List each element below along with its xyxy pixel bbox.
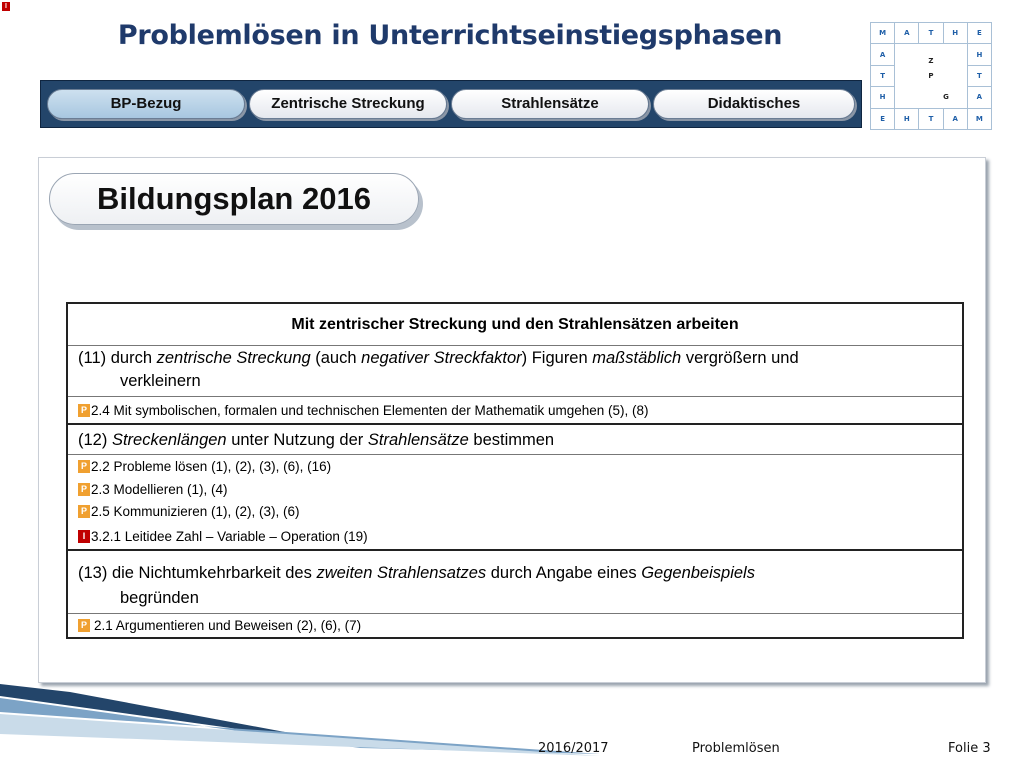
process-badge-icon: P: [78, 619, 90, 632]
logo-cell: T: [967, 65, 991, 86]
tab-strahlensaetze[interactable]: Strahlensätze: [451, 89, 649, 119]
tab-zentrische-streckung[interactable]: Zentrische Streckung: [249, 89, 447, 119]
mathe-logo: [870, 22, 992, 130]
logo-cell: P: [928, 71, 934, 80]
logo-cell: A: [967, 87, 991, 108]
logo-cell: H: [943, 23, 967, 44]
list-item: P 2.5 Kommunizieren (1), (2), (3), (6): [68, 500, 962, 523]
logo-cell: H: [967, 44, 991, 65]
footer-decoration: [0, 684, 620, 768]
logo-cell: A: [943, 108, 967, 129]
logo-cell: E: [871, 108, 895, 129]
logo-cell: H: [895, 108, 919, 129]
logo-cell: H: [871, 87, 895, 108]
nav-bar: [40, 80, 862, 128]
standard-12: (12) Streckenlängen unter Nutzung der Strahlensätze bestimmen: [68, 425, 962, 455]
list-item: P 2.3 Modellieren (1), (4): [68, 478, 962, 500]
logo-cell: T: [919, 108, 943, 129]
process-badge-icon: P: [78, 404, 90, 417]
footer-slide-number: Folie 3: [948, 741, 991, 756]
footer-wedge-pale: [0, 714, 600, 756]
logo-cell: Z: [928, 57, 934, 66]
tab-bp-bezug[interactable]: BP-Bezug: [47, 89, 245, 119]
slide-title: Problemlösen in Unterrichtseinstiegsphasen: [117, 20, 783, 51]
content-badge-icon: I: [78, 530, 90, 543]
logo-cell: A: [871, 44, 895, 65]
corner-badge: I: [2, 2, 10, 11]
list-item: P 2.4 Mit symbolischen, formalen und technischen Elementen der Mathematik umgehen (5), (8): [68, 397, 962, 425]
footer-topic: Problemlösen: [692, 741, 780, 756]
logo-cell: E: [967, 23, 991, 44]
logo-cell: M: [967, 108, 991, 129]
section-heading: Bildungsplan 2016: [49, 173, 419, 225]
logo-cell: A: [895, 23, 919, 44]
list-item: P 2.2 Probleme lösen (1), (2), (3), (6), (16): [68, 455, 962, 478]
bildungsplan-table: [66, 302, 964, 639]
process-badge-icon: P: [78, 505, 90, 518]
table-header: Mit zentrischer Streckung und den Strahlensätzen arbeiten: [68, 304, 962, 346]
standard-13: (13) die Nichtumkehrbarkeit des zweiten Strahlensatzes durch Angabe eines Gegenbeispiels begründen: [68, 551, 962, 614]
standard-11: (11) durch zentrische Streckung (auch negativer Streckfaktor) Figuren maßstäblich vergrößern und verkleinern: [68, 346, 962, 397]
standard-number: (12): [78, 431, 108, 449]
process-badge-icon: P: [78, 483, 90, 496]
standard-number: (11): [78, 349, 107, 367]
list-item: I 3.2.1 Leitidee Zahl – Variable – Operation (19): [68, 523, 962, 551]
logo-cell: M: [871, 23, 895, 44]
logo-cell: G: [943, 93, 949, 102]
list-item: P 2.1 Argumentieren und Beweisen (2), (6), (7): [68, 614, 962, 637]
logo-cell: T: [871, 65, 895, 86]
process-badge-icon: P: [78, 460, 90, 473]
standard-number: (13): [78, 564, 108, 582]
footer-year: 2016/2017: [538, 741, 609, 756]
logo-cell: T: [919, 23, 943, 44]
tab-didaktisches[interactable]: Didaktisches: [653, 89, 855, 119]
